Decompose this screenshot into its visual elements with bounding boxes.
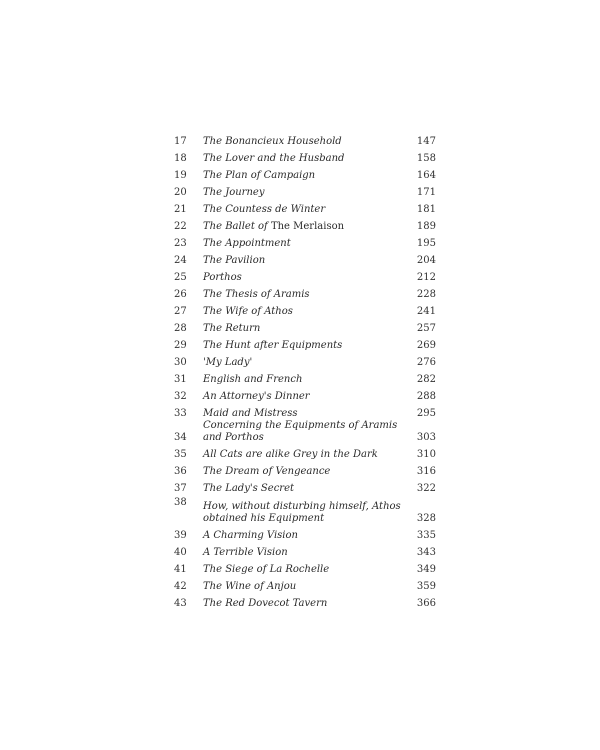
page-number: 288 — [416, 391, 436, 402]
chapter-title: The Return — [203, 323, 261, 334]
chapter-number: 41 — [174, 564, 187, 575]
page-number: 310 — [416, 449, 436, 460]
toc-entry — [174, 444, 436, 461]
chapter-number: 43 — [174, 598, 187, 609]
page-number: 343 — [416, 547, 436, 558]
page-number: 276 — [416, 357, 436, 368]
chapter-title: The Lady's Secret — [203, 483, 295, 494]
toc-entry — [174, 461, 436, 478]
toc-entry — [174, 593, 436, 610]
page-number: 303 — [416, 432, 436, 443]
page-number: 316 — [416, 466, 436, 477]
chapter-number: 24 — [174, 255, 187, 266]
chapter-number: 18 — [174, 153, 187, 164]
chapter-number: 17 — [174, 136, 187, 147]
chapter-title: The Journey — [203, 187, 265, 198]
page-number: 295 — [416, 408, 436, 419]
chapter-number: 22 — [174, 221, 187, 232]
toc-entry — [174, 148, 436, 165]
toc-entry — [174, 559, 436, 576]
chapter-number: 20 — [174, 187, 187, 198]
chapter-title: The Bonancieux Household — [203, 136, 342, 147]
chapter-number: 29 — [174, 340, 187, 351]
toc-entry — [174, 369, 436, 386]
page-number: 195 — [416, 238, 436, 249]
chapter-number: 31 — [174, 374, 187, 385]
chapter-number: 28 — [174, 323, 187, 334]
toc-entry — [174, 525, 436, 542]
chapter-title-roman: The Merlaison — [270, 221, 345, 232]
chapter-title — [203, 221, 412, 233]
chapter-number: 35 — [174, 449, 187, 460]
toc-entry — [174, 352, 436, 369]
page-number: 335 — [416, 530, 436, 541]
chapter-title: English and French — [203, 374, 303, 385]
toc-entry — [174, 335, 436, 352]
toc-entry — [174, 318, 436, 335]
chapter-number: 19 — [174, 170, 187, 181]
chapter-title: Porthos — [203, 272, 242, 283]
chapter-title: The Pavilion — [203, 255, 266, 266]
chapter-number: 23 — [174, 238, 187, 249]
chapter-title: The Siege of La Rochelle — [203, 564, 330, 575]
chapter-number: 34 — [174, 432, 187, 443]
toc-entry — [174, 250, 436, 267]
chapter-title: An Attorney's Dinner — [203, 391, 310, 402]
page-number: 171 — [416, 187, 436, 198]
table-of-contents — [174, 131, 436, 610]
chapter-title: The Countess de Winter — [203, 204, 326, 215]
chapter-title: The Hunt after Equipments — [203, 340, 343, 351]
chapter-title: 'My Lady' — [203, 357, 253, 368]
toc-entry — [174, 576, 436, 593]
chapter-title: The Wife of Athos — [203, 306, 293, 317]
chapter-title: How, without disturbing himself, Athos obtained his Equipment — [203, 501, 401, 524]
toc-entry — [174, 182, 436, 199]
page-number: 257 — [416, 323, 436, 334]
chapter-title: The Lover and the Husband — [203, 153, 345, 164]
chapter-number: 42 — [174, 581, 187, 592]
page-number: 228 — [416, 289, 436, 300]
toc-entry — [174, 233, 436, 250]
chapter-title-italic: The Ballet of — [203, 221, 271, 232]
chapter-title: All Cats are alike Grey in the Dark — [203, 449, 378, 460]
chapter-title: A Terrible Vision — [203, 547, 288, 558]
chapter-title: The Wine of Anjou — [203, 581, 297, 592]
chapter-number: 26 — [174, 289, 187, 300]
chapter-title: The Red Dovecot Tavern — [203, 598, 328, 609]
chapter-number: 30 — [174, 357, 187, 368]
chapter-title: Concerning the Equipments of Aramis and Porthos — [203, 420, 398, 443]
page-number: 282 — [416, 374, 436, 385]
page-number: 349 — [416, 564, 436, 575]
chapter-number: 33 — [174, 408, 187, 419]
chapter-number: 32 — [174, 391, 187, 402]
toc-entry — [174, 495, 436, 525]
chapter-number: 21 — [174, 204, 187, 215]
toc-entry — [174, 165, 436, 182]
chapter-title: The Plan of Campaign — [203, 170, 316, 181]
page-number: 269 — [416, 340, 436, 351]
page-number: 181 — [416, 204, 436, 215]
toc-entry — [174, 403, 436, 420]
chapter-title: A Charming Vision — [203, 530, 298, 541]
toc-entry — [174, 301, 436, 318]
toc-entry — [174, 199, 436, 216]
page-number: 328 — [416, 513, 436, 524]
chapter-number: 37 — [174, 483, 187, 494]
toc-entry — [174, 386, 436, 403]
page-number: 366 — [416, 598, 436, 609]
toc-entry — [174, 131, 436, 148]
page-number: 147 — [416, 136, 436, 147]
chapter-number: 27 — [174, 306, 187, 317]
chapter-title: Maid and Mistress — [203, 408, 298, 419]
page-number: 212 — [416, 272, 436, 283]
chapter-number: 36 — [174, 466, 187, 477]
page-number: 322 — [416, 483, 436, 494]
chapter-number: 39 — [174, 530, 187, 541]
chapter-title: The Appointment — [203, 238, 291, 249]
chapter-title: The Dream of Vengeance — [203, 466, 331, 477]
page-number: 241 — [416, 306, 436, 317]
toc-entry — [174, 267, 436, 284]
toc-entry — [174, 478, 436, 495]
chapter-number: 25 — [174, 272, 187, 283]
chapter-number: 38 — [174, 497, 187, 508]
page-number: 359 — [416, 581, 436, 592]
toc-entry — [174, 542, 436, 559]
page-number: 158 — [416, 153, 436, 164]
chapter-number: 40 — [174, 547, 187, 558]
page-number: 189 — [416, 221, 436, 232]
chapter-title: The Thesis of Aramis — [203, 289, 310, 300]
page-number: 164 — [416, 170, 436, 181]
page-number: 204 — [416, 255, 436, 266]
toc-entry — [174, 284, 436, 301]
toc-entry — [174, 420, 436, 444]
toc-entry — [174, 216, 436, 233]
